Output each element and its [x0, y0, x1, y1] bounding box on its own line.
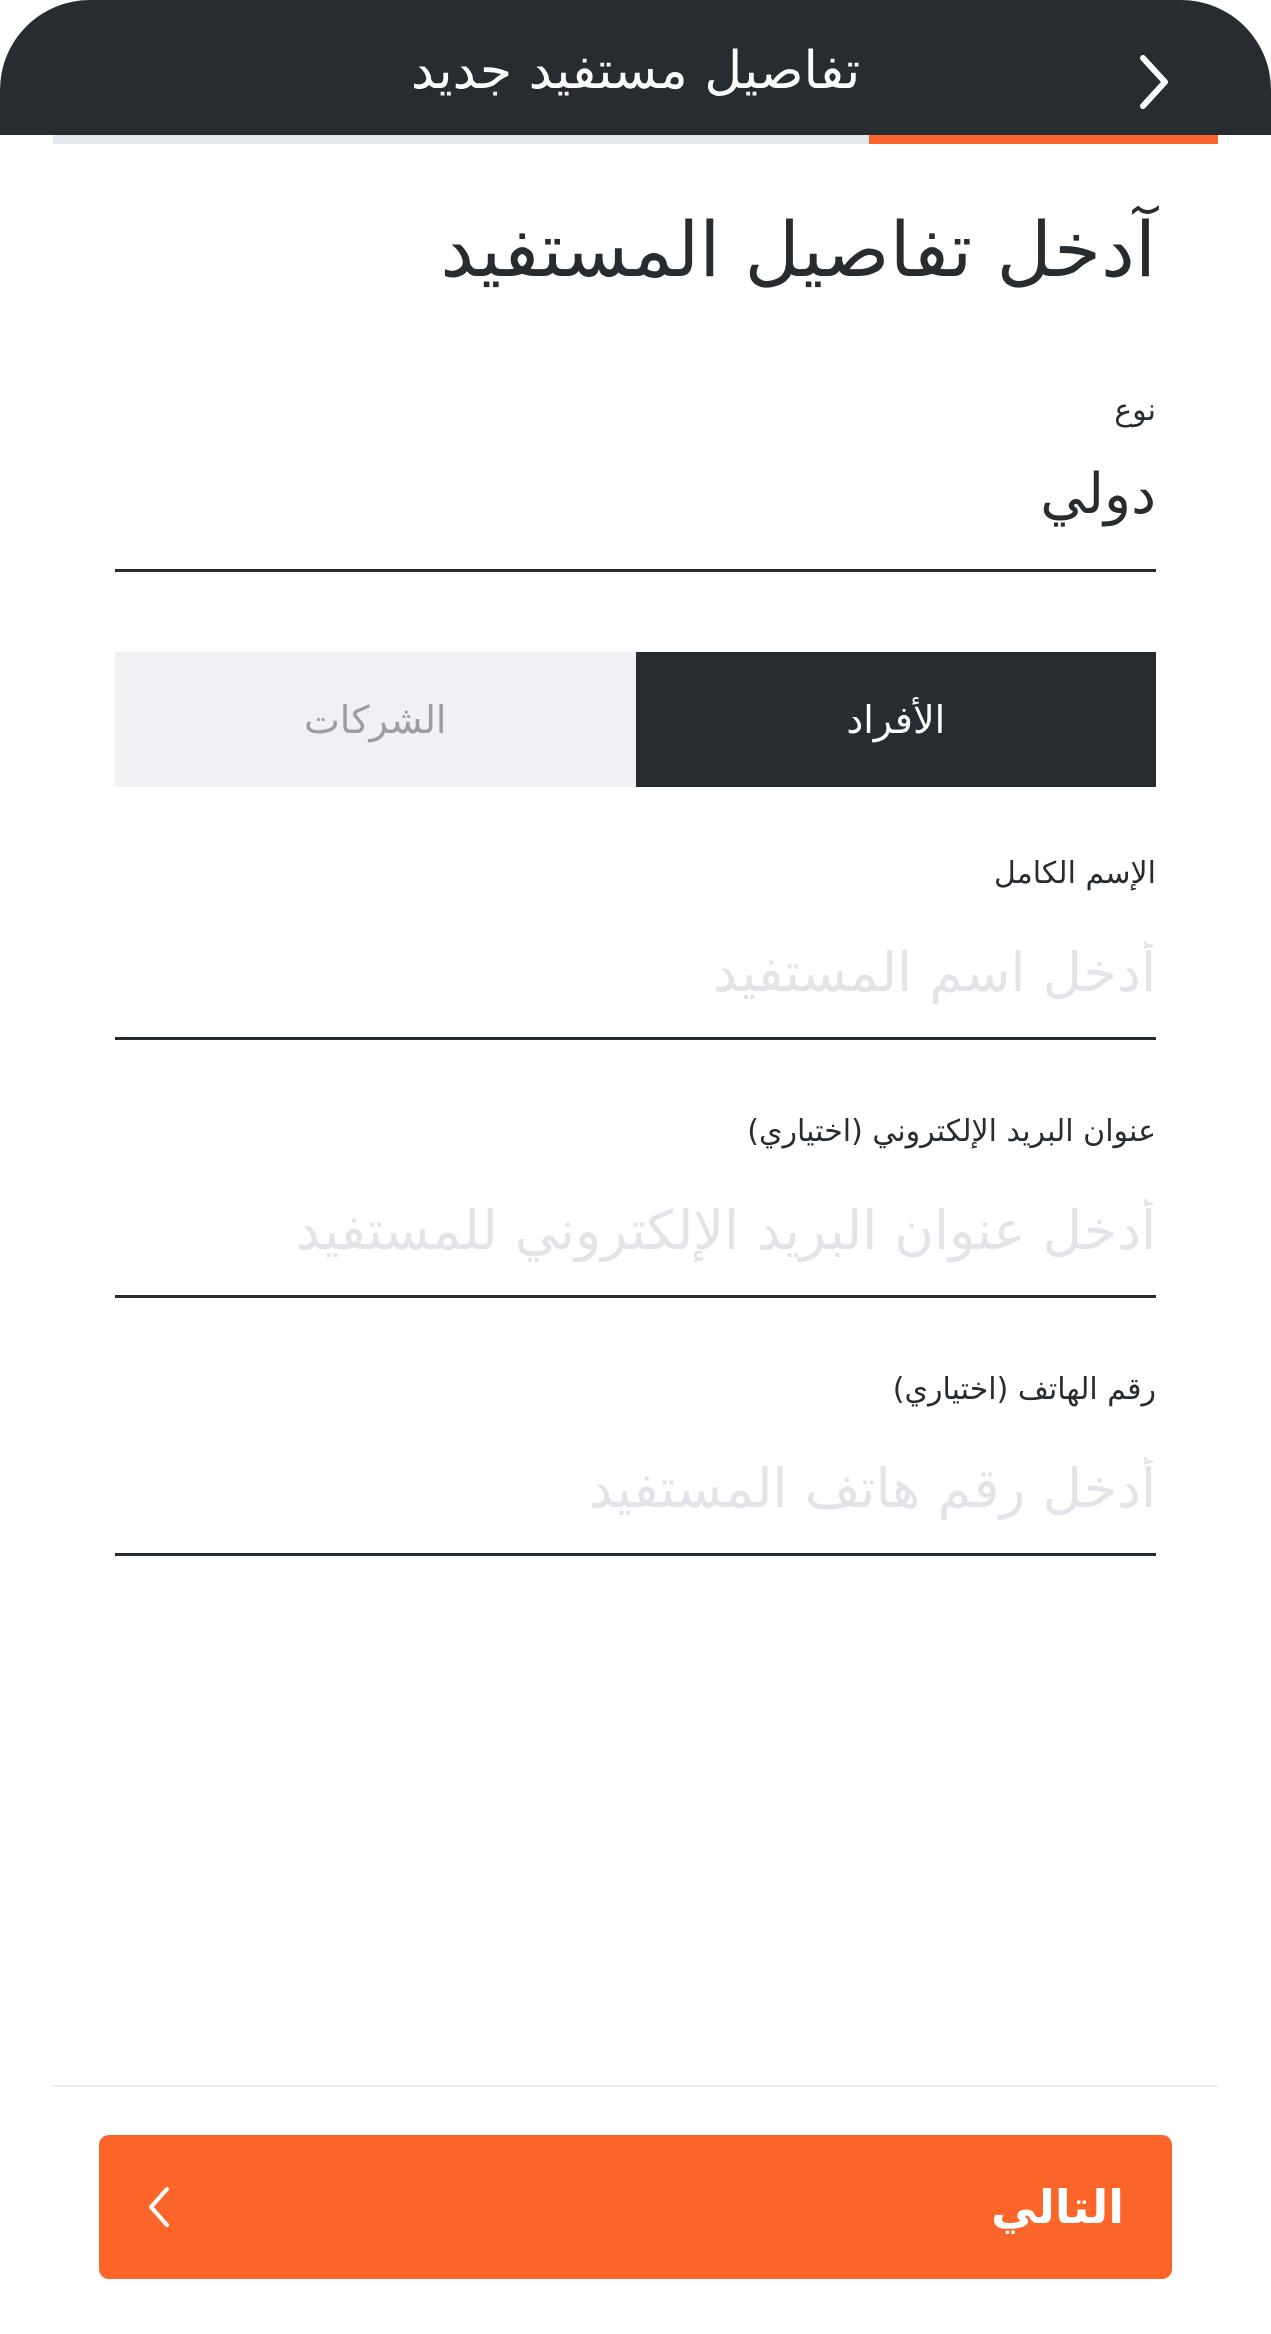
footer-divider [53, 2085, 1218, 2087]
phone-underline [115, 1553, 1156, 1556]
header-title: تفاصيل مستفيد جديد [410, 41, 861, 101]
type-underline [115, 569, 1156, 572]
type-value[interactable]: دولي [1040, 462, 1156, 527]
full-name-label: الإسم الكامل [993, 856, 1156, 891]
email-input[interactable] [115, 1185, 1156, 1275]
next-button[interactable] [99, 2135, 1172, 2279]
full-name-underline [115, 1037, 1156, 1040]
chevron-left-icon [139, 2183, 179, 2231]
back-button[interactable] [1121, 42, 1201, 122]
next-button-label: التالي [991, 2180, 1124, 2234]
type-field[interactable] [115, 385, 1156, 575]
phone-label: رقم الهاتف (اختياري) [892, 1372, 1156, 1407]
progress-bar [53, 135, 1218, 144]
phone-field [115, 1368, 1156, 1558]
app-header [0, 0, 1271, 135]
page-title: آدخل تفاصيل المستفيد [440, 205, 1156, 294]
beneficiary-category-toggle [115, 652, 1156, 787]
email-field [115, 1110, 1156, 1300]
phone-input[interactable] [115, 1443, 1156, 1533]
tab-companies[interactable]: الشركات [115, 652, 636, 787]
tab-individuals[interactable]: الأفراد [636, 652, 1157, 787]
email-underline [115, 1295, 1156, 1298]
email-label: عنوان البريد الإلكتروني (اختياري) [747, 1114, 1156, 1149]
type-label: نوع [1114, 393, 1156, 428]
chevron-right-icon [1121, 42, 1201, 122]
progress-fill [869, 135, 1219, 144]
full-name-input[interactable] [115, 927, 1156, 1017]
full-name-field [115, 852, 1156, 1042]
